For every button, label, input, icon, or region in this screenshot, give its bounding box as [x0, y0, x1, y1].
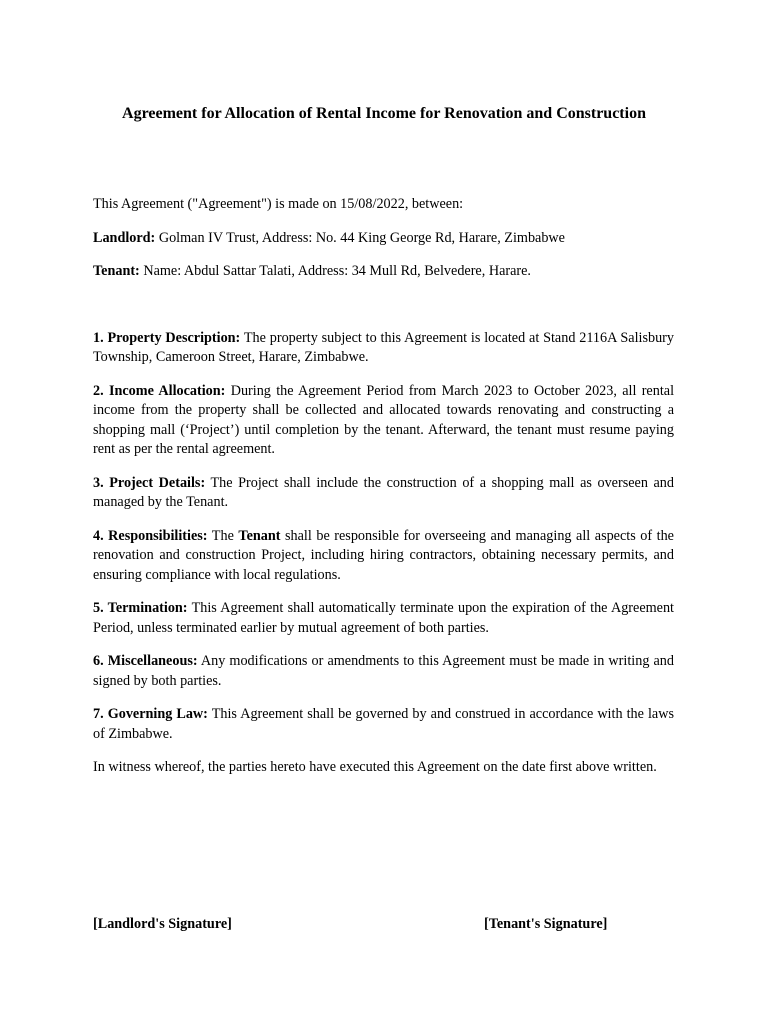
clause-text: The	[207, 527, 239, 544]
clause-heading: 6. Miscellaneous:	[93, 653, 198, 669]
intro-paragraph: This Agreement ("Agreement") is made on 15/08/2022, between:	[93, 196, 464, 212]
document-title: Agreement for Allocation of Rental Income for Renovation and Construction	[122, 105, 646, 122]
clause-heading: 4. Responsibilities:	[93, 527, 208, 544]
clause-text: shall be responsible for overseeing and managing all aspects of the renovation and construction Project, including hiring contractors, obtaining necessary permits, and ensuring compliance with local regulations.	[93, 527, 674, 583]
clause-text: This Agreement shall be governed by and construed in accordance with the laws of Zimbabwe.	[93, 706, 674, 742]
clause-emphasis: Tenant	[238, 527, 281, 544]
document-body	[93, 195, 674, 778]
clause-heading: 5. Termination:	[93, 600, 188, 616]
clause-responsibilities	[93, 527, 674, 586]
clause-heading: 1. Property Description:	[93, 329, 241, 346]
clause-property-description	[93, 329, 674, 368]
clause-governing-law	[93, 705, 674, 744]
clause-heading: 7. Governing Law:	[93, 706, 208, 722]
clause-termination	[93, 599, 674, 638]
clause-income-allocation	[93, 382, 674, 460]
landlord-signature: [Landlord's Signature]	[93, 916, 232, 932]
clause-text: Any modifications or amendments to this Agreement must be made in writing and signed by both parties.	[93, 653, 674, 689]
tenant-signature: [Tenant's Signature]	[484, 916, 608, 932]
clause-text: This Agreement shall automatically terminate upon the expiration of the Agreement Period, unless terminated earlier by mutual agreement of both parties.	[93, 600, 674, 636]
landlord-party	[93, 229, 674, 249]
tenant-details: Name: Abdul Sattar Talati, Address: 34 Mull Rd, Belvedere, Harare.	[139, 263, 531, 279]
witness-paragraph: In witness whereof, the parties hereto have executed this Agreement on the date first above written.	[93, 759, 657, 775]
clause-heading: 3. Project Details:	[93, 474, 206, 491]
clause-project-details	[93, 474, 674, 513]
tenant-label: Tenant:	[93, 263, 140, 279]
clause-text: During the Agreement Period from March 2023 to October 2023, all rental income from the property shall be collected and allocated towards renovating and constructing a shopping mall (‘Project’) until completion by the tenant. Afterward, the tenant must resume paying rent as per the rental agreement.	[93, 382, 675, 457]
tenant-party	[93, 262, 674, 282]
clause-miscellaneous	[93, 652, 674, 691]
landlord-details: Golman IV Trust, Address: No. 44 King George Rd, Harare, Zimbabwe	[155, 229, 565, 246]
landlord-label: Landlord:	[93, 229, 156, 246]
clause-heading: 2. Income Allocation:	[93, 382, 226, 399]
clause-text: The property subject to this Agreement is located at Stand 2116A Salisbury Township, Cameroon Street, Harare, Zimbabwe.	[93, 329, 674, 365]
clause-text: The Project shall include the construction of a shopping mall as overseen and managed by the Tenant.	[93, 474, 674, 510]
